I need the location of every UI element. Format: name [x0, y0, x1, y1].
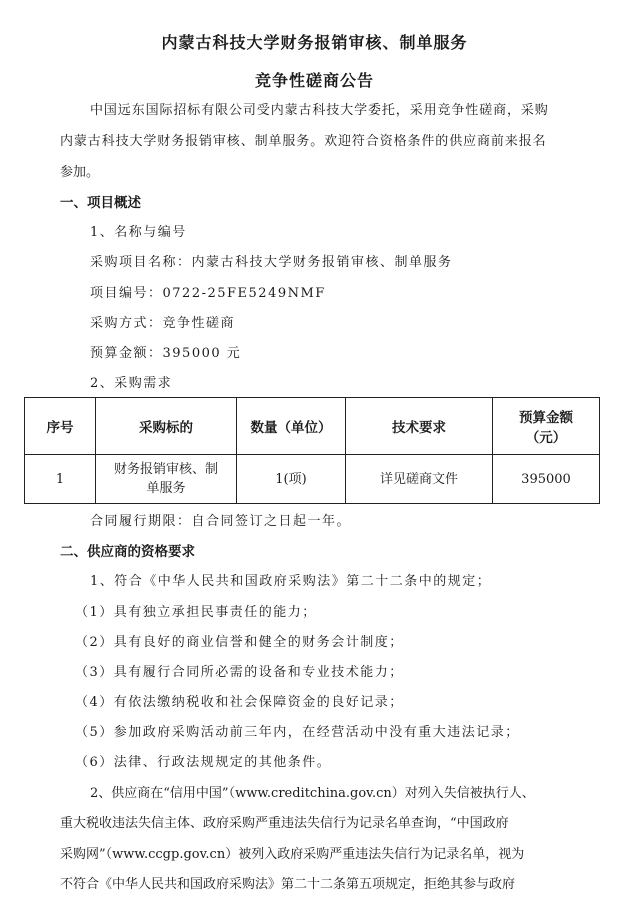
requirement-2-line-3: 采购网”（www.ccgp.gov.cn）被列入政府采购严重违法失信行为记录名单，视为	[60, 847, 525, 862]
requirements-table	[24, 397, 600, 504]
section2-heading: 二、供应商的资格要求	[60, 544, 195, 560]
header-budget	[493, 398, 600, 455]
header-budget-line2: （元）	[525, 430, 567, 446]
requirement-item-6: （6）法律、行政法规规定的其他条件。	[75, 755, 332, 770]
cell-no: 1	[25, 455, 96, 504]
cell-item	[96, 455, 237, 504]
contract-period: 合同履行期限：自合同签订之日起一年。	[90, 514, 352, 529]
cell-quantity: 1(项)	[237, 455, 346, 504]
cell-item-line1: 财务报销审核、制	[113, 462, 218, 477]
requirement-2-line-2: 重大税收违法失信主体、政府采购严重违法失信行为记录名单查询，“中国政府	[60, 816, 509, 831]
cell-tech: 详见磋商文件	[346, 455, 493, 504]
requirement-2-line-1: 2、供应商在“信用中国”（www.creditchina.gov.cn）对列入失信被执行人、	[90, 786, 535, 801]
project-number: 项目编号：0722-25FE5249NMF	[90, 286, 326, 301]
project-name: 采购项目名称：内蒙古科技大学财务报销审核、制单服务	[90, 255, 453, 270]
document-title: 内蒙古科技大学财务报销审核、制单服务	[161, 33, 468, 52]
subsection-requirements: 2、采购需求	[90, 376, 173, 391]
intro-line-1: 中国远东国际招标有限公司受内蒙古科技大学委托，采用竞争性磋商，采购	[90, 103, 549, 118]
header-no: 序号	[25, 398, 96, 455]
requirement-item-3: （3）具有履行合同所必需的设备和专业技术能力；	[75, 665, 404, 680]
requirement-1: 1、符合《中华人民共和国政府采购法》第二十二条中的规定；	[90, 574, 492, 589]
header-quantity: 数量（单位）	[237, 398, 346, 455]
cell-budget: 395000	[493, 455, 600, 504]
requirement-item-1: （1）具有独立承担民事责任的能力；	[75, 605, 317, 620]
table-row	[25, 455, 600, 504]
procurement-method: 采购方式：竞争性磋商	[90, 316, 236, 331]
cell-item-line2: 单服务	[146, 481, 186, 496]
header-budget-line1: 预算金额	[519, 410, 573, 426]
budget-amount: 预算金额：395000 元	[90, 346, 242, 361]
subsection-name-number: 1、名称与编号	[90, 225, 187, 240]
document-subtitle: 竞争性磋商公告	[254, 71, 374, 90]
intro-line-2: 内蒙古科技大学财务报销审核、制单服务。欢迎符合资格条件的供应商前来报名	[60, 134, 547, 149]
requirement-item-5: （5）参加政府采购活动前三年内，在经营活动中没有重大违法记录；	[75, 725, 520, 740]
header-tech: 技术要求	[346, 398, 493, 455]
header-item: 采购标的	[96, 398, 237, 455]
requirement-item-2: （2）具有良好的商业信誉和健全的财务会计制度；	[75, 635, 404, 650]
requirement-item-4: （4）有依法缴纳税收和社会保障资金的良好记录；	[75, 695, 404, 710]
intro-line-3: 参加。	[60, 165, 100, 180]
section1-heading: 一、项目概述	[60, 195, 141, 211]
requirement-2-line-4: 不符合《中华人民共和国政府采购法》第二十二条第五项规定，拒绝其参与政府	[60, 877, 516, 892]
table-header-row	[25, 398, 600, 455]
